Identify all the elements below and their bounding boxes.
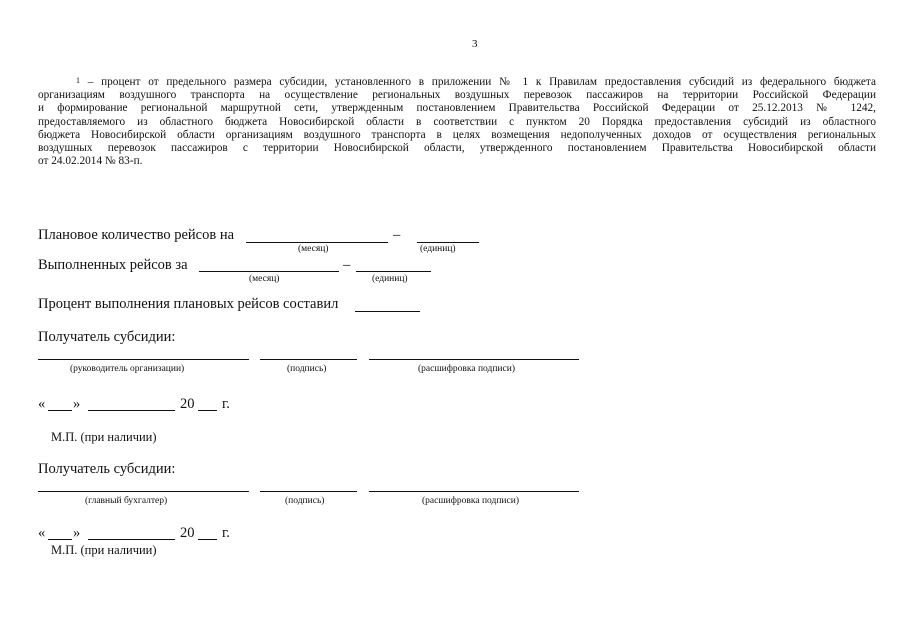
- percent-field[interactable]: [355, 311, 420, 312]
- seal-note: М.П. (при наличии): [51, 430, 157, 444]
- footnote-line-text: – процент от предельного размера субсидии, установленного в приложении № 1 к Правилам предоставления субсидий из федерального бюджета: [80, 76, 876, 88]
- date-year-suffix: г.: [222, 396, 230, 412]
- completed-units-field[interactable]: [356, 271, 431, 272]
- signature-caption: (подпись): [285, 496, 325, 506]
- date-day-field[interactable]: [48, 410, 72, 411]
- date-open-quote: «: [38, 396, 46, 412]
- footnote-marker: 1: [76, 76, 80, 85]
- signature-field[interactable]: [260, 359, 357, 360]
- planned-dash: –: [393, 227, 401, 243]
- date-month-field[interactable]: [88, 539, 175, 540]
- footnote-line: и формирование региональной маршрутной сети, утвержденным постановлением Правительства Российской Федерации от 25.12.2013 № 1242,: [38, 102, 876, 115]
- footnote: [38, 76, 876, 168]
- completed-dash: –: [343, 257, 351, 273]
- planned-units-field[interactable]: [417, 242, 479, 243]
- footnote-line: бюджета Новосибирской области организациям воздушного транспорта в целях возмещения недополученных доходов от осуществления региональных: [38, 128, 876, 141]
- role-signature-field[interactable]: [38, 359, 249, 360]
- date-open-quote: «: [38, 525, 46, 541]
- footnote-line: воздушных перевозок пассажиров с территории Новосибирской области, утвержденного постановлением Правительства Новосибирской области: [38, 141, 876, 154]
- signature-caption: (подпись): [287, 364, 327, 374]
- role-signature-field[interactable]: [38, 491, 249, 492]
- signature-decode-field[interactable]: [369, 491, 579, 492]
- completed-units-caption: (единиц): [372, 274, 408, 284]
- date-year-field[interactable]: [198, 410, 217, 411]
- date-year-prefix: 20: [180, 396, 195, 412]
- planned-flights-label: Плановое количество рейсов на: [38, 227, 235, 243]
- date-year-prefix: 20: [180, 525, 195, 541]
- recipient-heading: Получатель субсидии:: [38, 329, 176, 345]
- signature-field[interactable]: [260, 491, 357, 492]
- seal-note: М.П. (при наличии): [51, 543, 157, 557]
- planned-units-caption: (единиц): [420, 244, 456, 254]
- planned-month-field[interactable]: [246, 242, 388, 243]
- footnote-line: от 24.02.2014 № 83-п.: [38, 155, 143, 168]
- completed-flights-label: Выполненных рейсов за: [38, 257, 188, 273]
- footnote-line: организациям воздушного транспорта на осуществление региональных воздушных перевозок пассажиров на территории Российской Федерации: [38, 89, 876, 102]
- date-close-quote: »: [73, 525, 81, 541]
- completed-month-field[interactable]: [199, 271, 339, 272]
- decode-caption: (расшифровка подписи): [418, 364, 515, 374]
- role-caption: (руководитель организации): [70, 364, 185, 374]
- planned-month-caption: (месяц): [298, 244, 329, 254]
- recipient-heading: Получатель субсидии:: [38, 461, 176, 477]
- date-year-suffix: г.: [222, 525, 230, 541]
- percent-label: Процент выполнения плановых рейсов составил: [38, 296, 339, 312]
- footnote-line: [38, 76, 876, 89]
- date-day-field[interactable]: [48, 539, 72, 540]
- signature-decode-field[interactable]: [369, 359, 579, 360]
- date-close-quote: »: [73, 396, 81, 412]
- decode-caption: (расшифровка подписи): [422, 496, 519, 506]
- role-caption: (главный бухгалтер): [85, 496, 168, 506]
- completed-month-caption: (месяц): [249, 274, 280, 284]
- page-number: 3: [472, 38, 478, 50]
- date-year-field[interactable]: [198, 539, 217, 540]
- footnote-line: предоставляемого из областного бюджета Новосибирской области в соответствии с пунктом 20 Порядка предоставления субсидий из областного: [38, 115, 876, 128]
- date-month-field[interactable]: [88, 410, 175, 411]
